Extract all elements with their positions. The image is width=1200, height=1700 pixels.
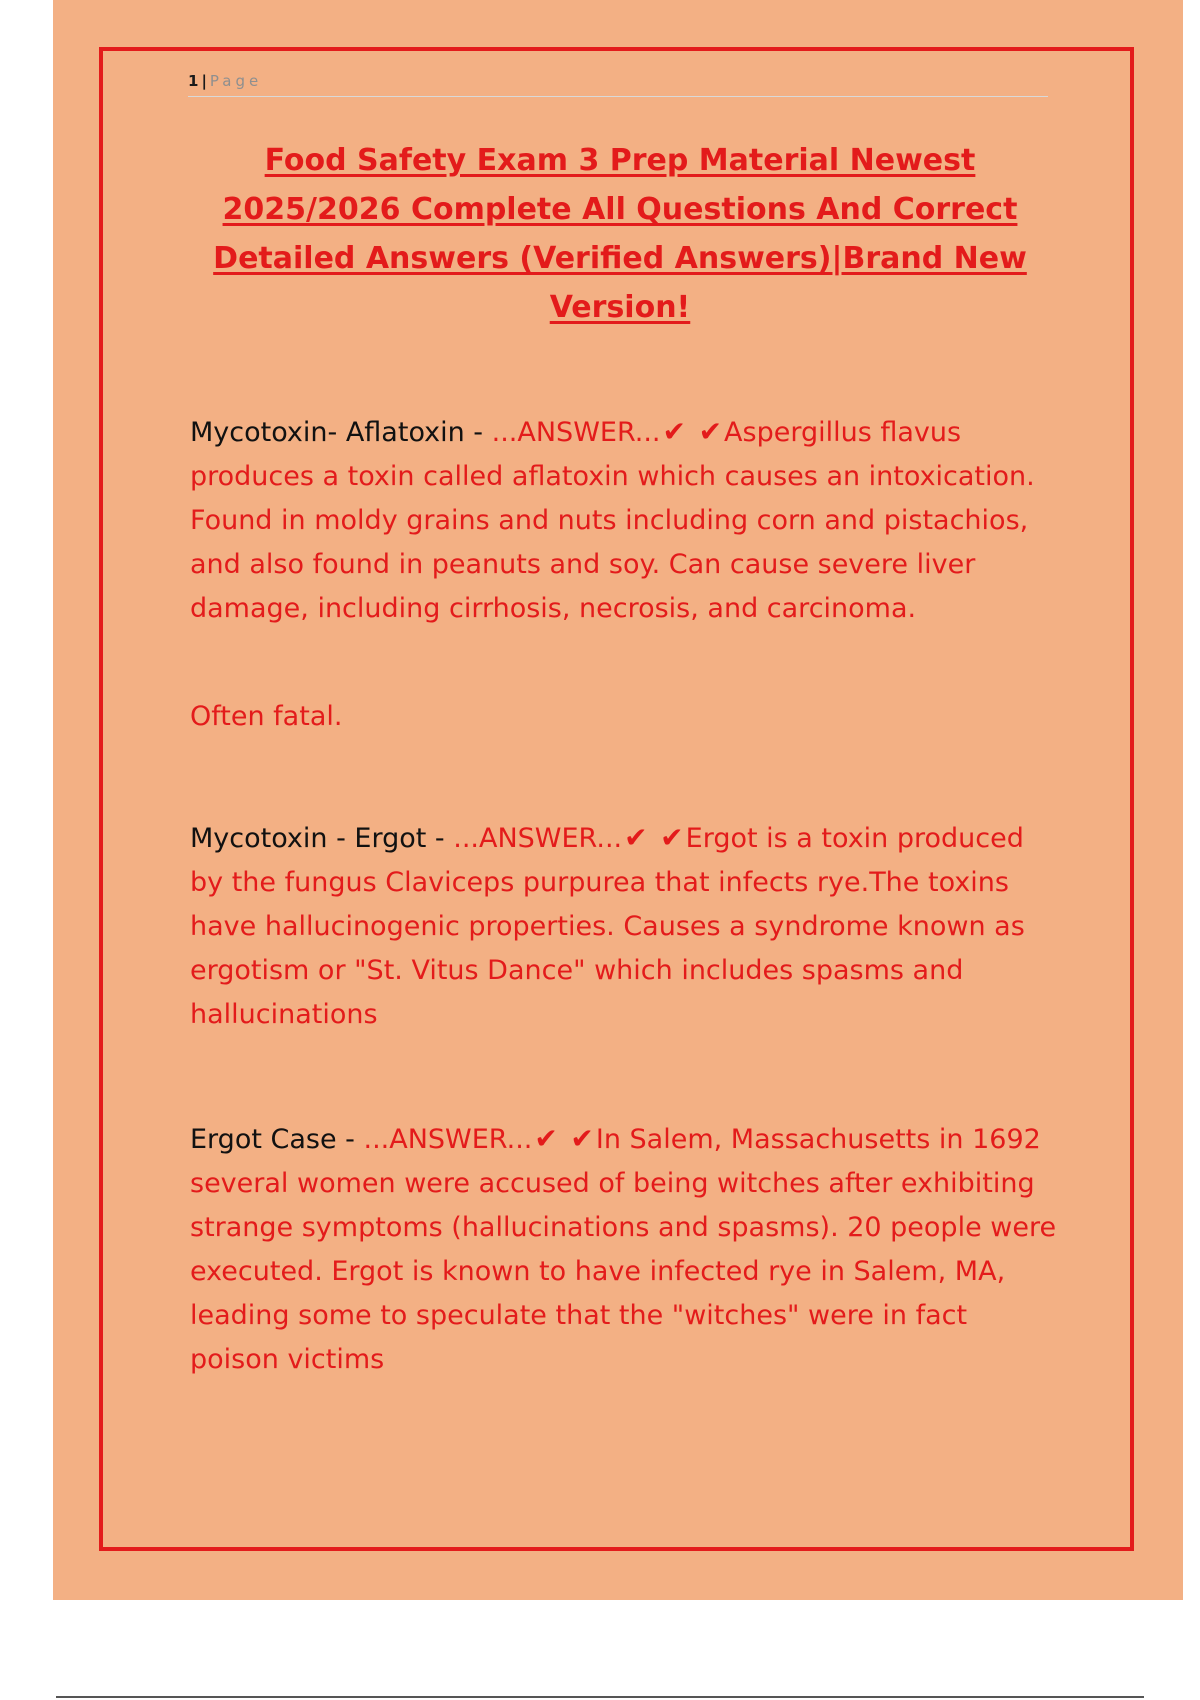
- document-title: Food Safety Exam 3 Prep Material Newest 2025/2026 Complete All Questions And Correct Detailed Answers (Verified Answers)|Brand New Version!: [213, 143, 1027, 325]
- question-text: Ergot Case -: [190, 1124, 364, 1155]
- qa-item-ergot: [190, 816, 1060, 1037]
- qa-item-aflatoxin: [190, 410, 1060, 631]
- bottom-divider: [56, 1696, 1144, 1698]
- answer-text: Ergot is a toxin produced by the fungus Claviceps purpurea that infects rye.The toxins have hallucinogenic properties. Causes a syndrome known as ergotism or "St. Vitus Dance" which includes spasms and hallucinations: [190, 823, 1025, 1030]
- question-text: Mycotoxin- Aflatoxin -: [190, 417, 492, 448]
- answer-marker: ...ANSWER...: [363, 1124, 533, 1155]
- page-header: [188, 70, 1048, 97]
- answer-text: In Salem, Massachusetts in 1692 several women were accused of being witches after exhibiting strange symptoms (hallucinations and spasms). 20 people were executed. Ergot is known to have infected rye in Salem, MA, leading some to speculate that the "witches" were in fact poison victims: [190, 1124, 1057, 1375]
- page-number: 1: [188, 72, 199, 90]
- question-text: Mycotoxin - Ergot -: [190, 823, 454, 854]
- check-icon: ✔: [698, 415, 723, 448]
- check-icon: ✔: [534, 1122, 558, 1155]
- check-icon: ✔: [660, 821, 684, 854]
- page-header-separator: |: [201, 72, 207, 90]
- check-icon: ✔: [662, 415, 686, 448]
- answer-text: Aspergillus flavus produces a toxin called aflatoxin which causes an intoxication. Found in moldy grains and nuts including corn and pistachios, and also found in peanuts and soy. Can cause severe liver damage, including cirrhosis, necrosis, and carcinoma.: [190, 417, 1035, 624]
- answer-marker: ...ANSWER...: [453, 823, 623, 854]
- page-label: Page: [209, 72, 263, 90]
- answer-extra-text: Often fatal.: [190, 701, 343, 732]
- check-icon: ✔: [624, 821, 648, 854]
- check-icon: ✔: [570, 1122, 594, 1155]
- answer-marker: ...ANSWER...: [491, 417, 661, 448]
- qa-item-ergot-case: [190, 1117, 1060, 1382]
